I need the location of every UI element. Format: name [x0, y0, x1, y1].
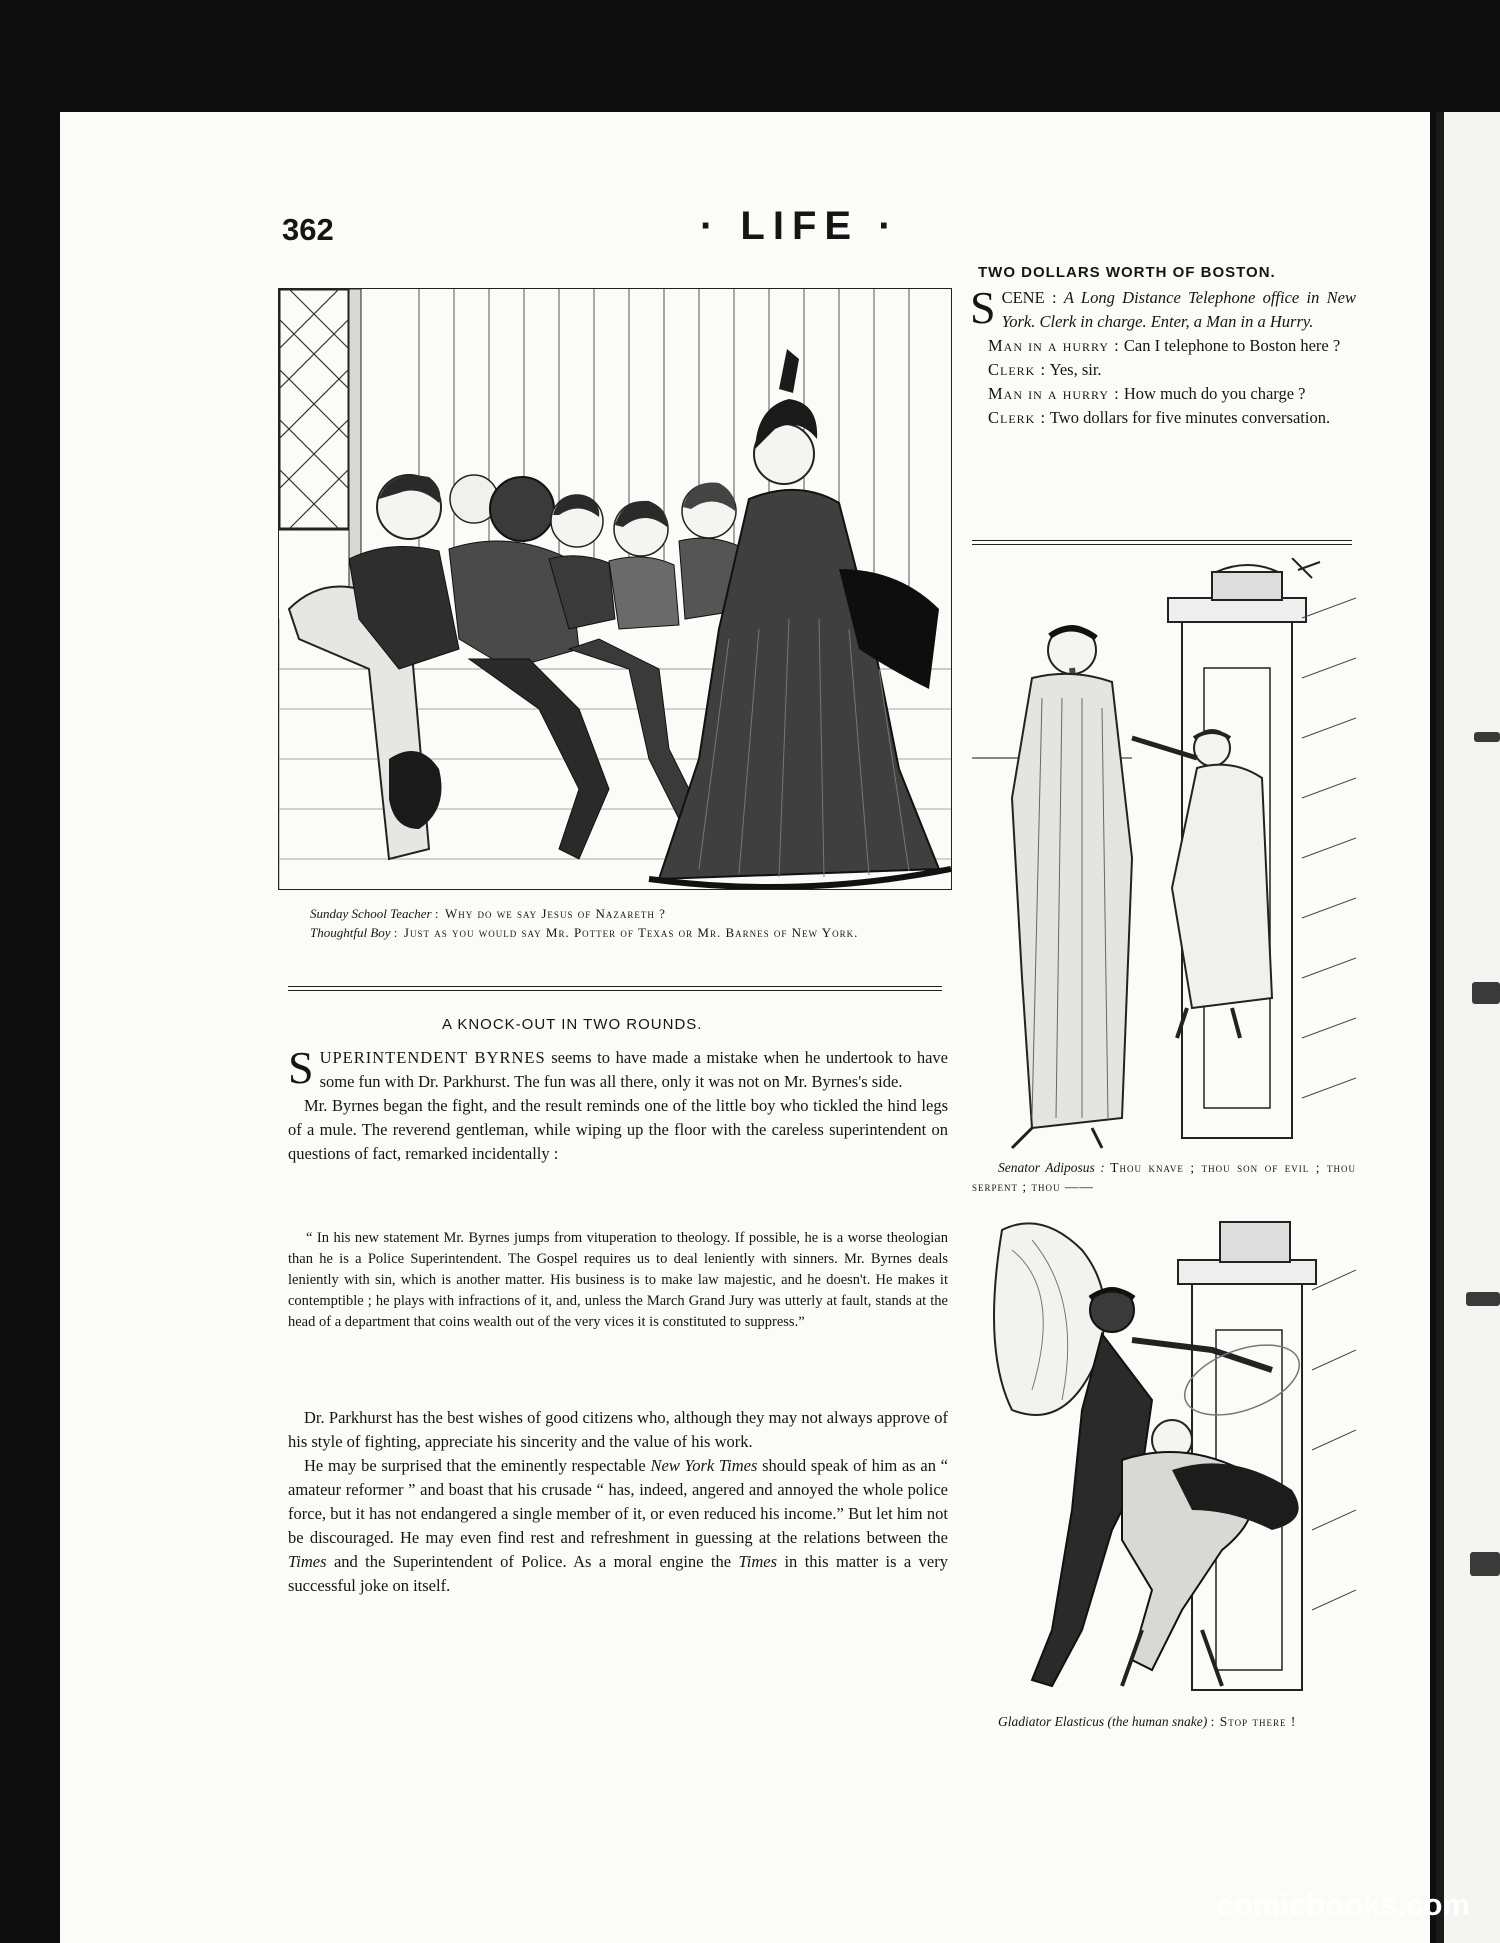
senator-line: Thou knave ; thou son of evil ; thou serpent ; thou ——	[972, 1160, 1356, 1194]
facing-page-mark	[1470, 1552, 1500, 1576]
senator-drawing	[972, 558, 1356, 1152]
senator-caption	[972, 1158, 1356, 1196]
teacher-speaker: Sunday School Teacher	[310, 906, 432, 921]
article-paragraph-2: Mr. Byrnes began the fight, and the result reminds one of the little boy who tickled the hind legs of a mule. The reverend gentleman, while wiping up the floor with the careless superintendent on questions of fact, remarked incidentally :	[288, 1096, 948, 1163]
article-paragraph-1: seems to have made a mistake when he undertook to have some fun with Dr. Parkhurst. The fun was all there, only it was not on Mr. Byrnes's side.	[319, 1048, 948, 1091]
boy-speaker: Thoughtful Boy	[310, 925, 391, 940]
scene-description: A Long Distance Telephone office in New York. Clerk in charge. Enter, a Man in a Hurry.	[1001, 288, 1356, 331]
illustration-caption: Sunday School Teacher : Why do we say Jesus of Nazareth ? Thoughtful Boy : Just as you would say Mr. Potter of Texas or Mr. Barnes of New York.	[310, 906, 859, 940]
article-drop-cap: S	[288, 1042, 314, 1093]
teacher-line: Why do we say Jesus of Nazareth ?	[444, 906, 666, 921]
gladiator-cartoon	[972, 1210, 1356, 1706]
magazine-page	[60, 112, 1430, 1943]
article-opening	[288, 1042, 948, 1166]
gladiator-speaker: Gladiator Elasticus	[998, 1714, 1105, 1729]
senator-cartoon	[972, 558, 1356, 1152]
boston-drop-cap: S	[970, 282, 996, 333]
boston-dialogue: SCENE : A Long Distance Telephone office in New York. Clerk in charge. Enter, a Man in a Hurry. Man in a hurry : Can I telephone to Boston here ? Clerk : Yes, sir. Man in a hurry : How much do you charge ? Clerk : Two dollars for five minutes conversation.	[970, 282, 1356, 427]
right-column-divider	[972, 540, 1352, 545]
article-headline: A KNOCK-OUT IN TWO ROUNDS.	[442, 1016, 703, 1033]
facing-page-mark	[1472, 982, 1500, 1004]
gladiator-drawing	[972, 1210, 1356, 1706]
article-paragraph-3: Dr. Parkhurst has the best wishes of good citizens who, although they may not always approve of his style of fighting, appreciate his sincerity and the value of his work.	[288, 1408, 948, 1451]
boy-line: Just as you would say Mr. Potter of Texas or Mr. Barnes of New York.	[403, 925, 859, 940]
masthead-title: · LIFE ·	[700, 204, 900, 248]
gladiator-caption	[972, 1712, 1356, 1731]
sunday-school-drawing	[279, 289, 951, 889]
facing-page-mark	[1474, 732, 1500, 742]
page-number: 362	[282, 212, 334, 247]
scene-label: CENE :	[1001, 288, 1057, 307]
page-spine	[1436, 112, 1444, 1943]
boston-headline: TWO DOLLARS WORTH OF BOSTON.	[978, 264, 1276, 281]
gladiator-line: : Stop there !	[1210, 1714, 1297, 1729]
site-watermark: comicbooks.com	[1216, 1887, 1470, 1922]
article-lead: UPERINTENDENT BYRNES	[319, 1048, 546, 1067]
parkhurst-quote: “ In his new statement Mr. Byrnes jumps from vituperation to theology. If possible, he is a worse theologian than he is a Police Superintendent. The Gospel requires us to deal leniently with sinners. Mr. Byrnes deals leniently with sin, which is another matter. His business is to make law majestic, and he doesn't. He makes it contemptible ; he plays with infractions of it, and, unless the March Grand Jury was utterly at fault, stands at the head of a department that coins wealth out of the very vices it is constituted to suppress.”	[288, 1230, 948, 1330]
left-column-divider	[288, 986, 942, 991]
newspaper-name: New York Times	[650, 1456, 758, 1475]
facing-page-mark	[1466, 1292, 1500, 1306]
article-paragraph-4: He may be surprised that the eminently respectable New York Times should speak of him as an “ amateur reformer ” and boast that his crusade “ has, indeed, angered and annoyed the whole police force, but it has not endangered a single member of it, or even reduced his income.” But let him not be discouraged. He may even find rest and refreshment in guessing at the relations between the Times and the Superintendent of Police. As a moral engine the Times in this matter is a very successful joke on itself.	[288, 1456, 949, 1595]
facing-page-edge	[1444, 112, 1500, 1943]
gladiator-aside: (the human snake)	[1107, 1714, 1208, 1729]
article-closing	[288, 1406, 948, 1598]
sunday-school-illustration	[278, 288, 952, 890]
senator-speaker: Senator Adiposus :	[998, 1160, 1105, 1175]
